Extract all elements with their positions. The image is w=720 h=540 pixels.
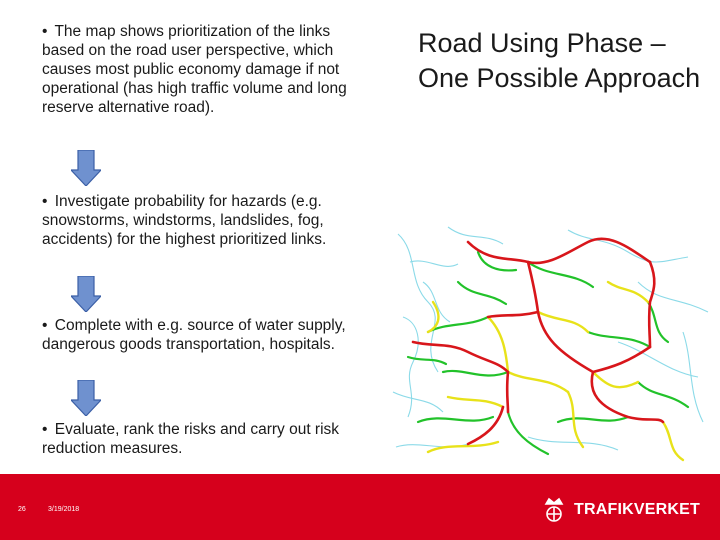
step-1-text: The map shows prioritization of the links based on the road user perspective, which causes most public economy damage if not operational (has high traffic volume and long reserve alternative road). — [42, 23, 347, 116]
yellow-roads — [428, 282, 683, 460]
crown-emblem-icon — [540, 496, 568, 526]
slide-title: Road Using Phase – One Possible Approach — [418, 28, 701, 93]
logo-text: TRAFIKVERKET — [574, 501, 700, 518]
green-roads — [408, 252, 688, 454]
footer-bar — [0, 474, 720, 540]
bullet: • — [42, 23, 48, 40]
step-4-text: Evaluate, rank the risks and carry out risk reduction measures. — [42, 421, 340, 457]
bullet: • — [42, 421, 48, 438]
step-2-text: Investigate probability for hazards (e.g. snowstorms, windstorms, landslides, fog, accidents) for the highest prioritized links. — [42, 193, 327, 248]
down-arrow-icon — [71, 150, 101, 186]
red-roads — [413, 239, 663, 444]
down-arrow-icon — [71, 380, 101, 416]
step-1 — [42, 22, 352, 117]
slide-date: 3/19/2018 — [48, 506, 80, 513]
step-3 — [42, 316, 352, 354]
down-arrow-icon — [71, 276, 101, 312]
bullet: • — [42, 193, 48, 210]
bullet: • — [42, 317, 48, 334]
road-priority-map — [388, 222, 720, 470]
step-2 — [42, 192, 352, 249]
step-4 — [42, 420, 352, 458]
trafikverket-logo — [540, 496, 710, 526]
slide-number: 26 — [18, 506, 26, 513]
step-3-text: Complete with e.g. source of water supply, dangerous goods transportation, hospitals. — [42, 317, 346, 353]
